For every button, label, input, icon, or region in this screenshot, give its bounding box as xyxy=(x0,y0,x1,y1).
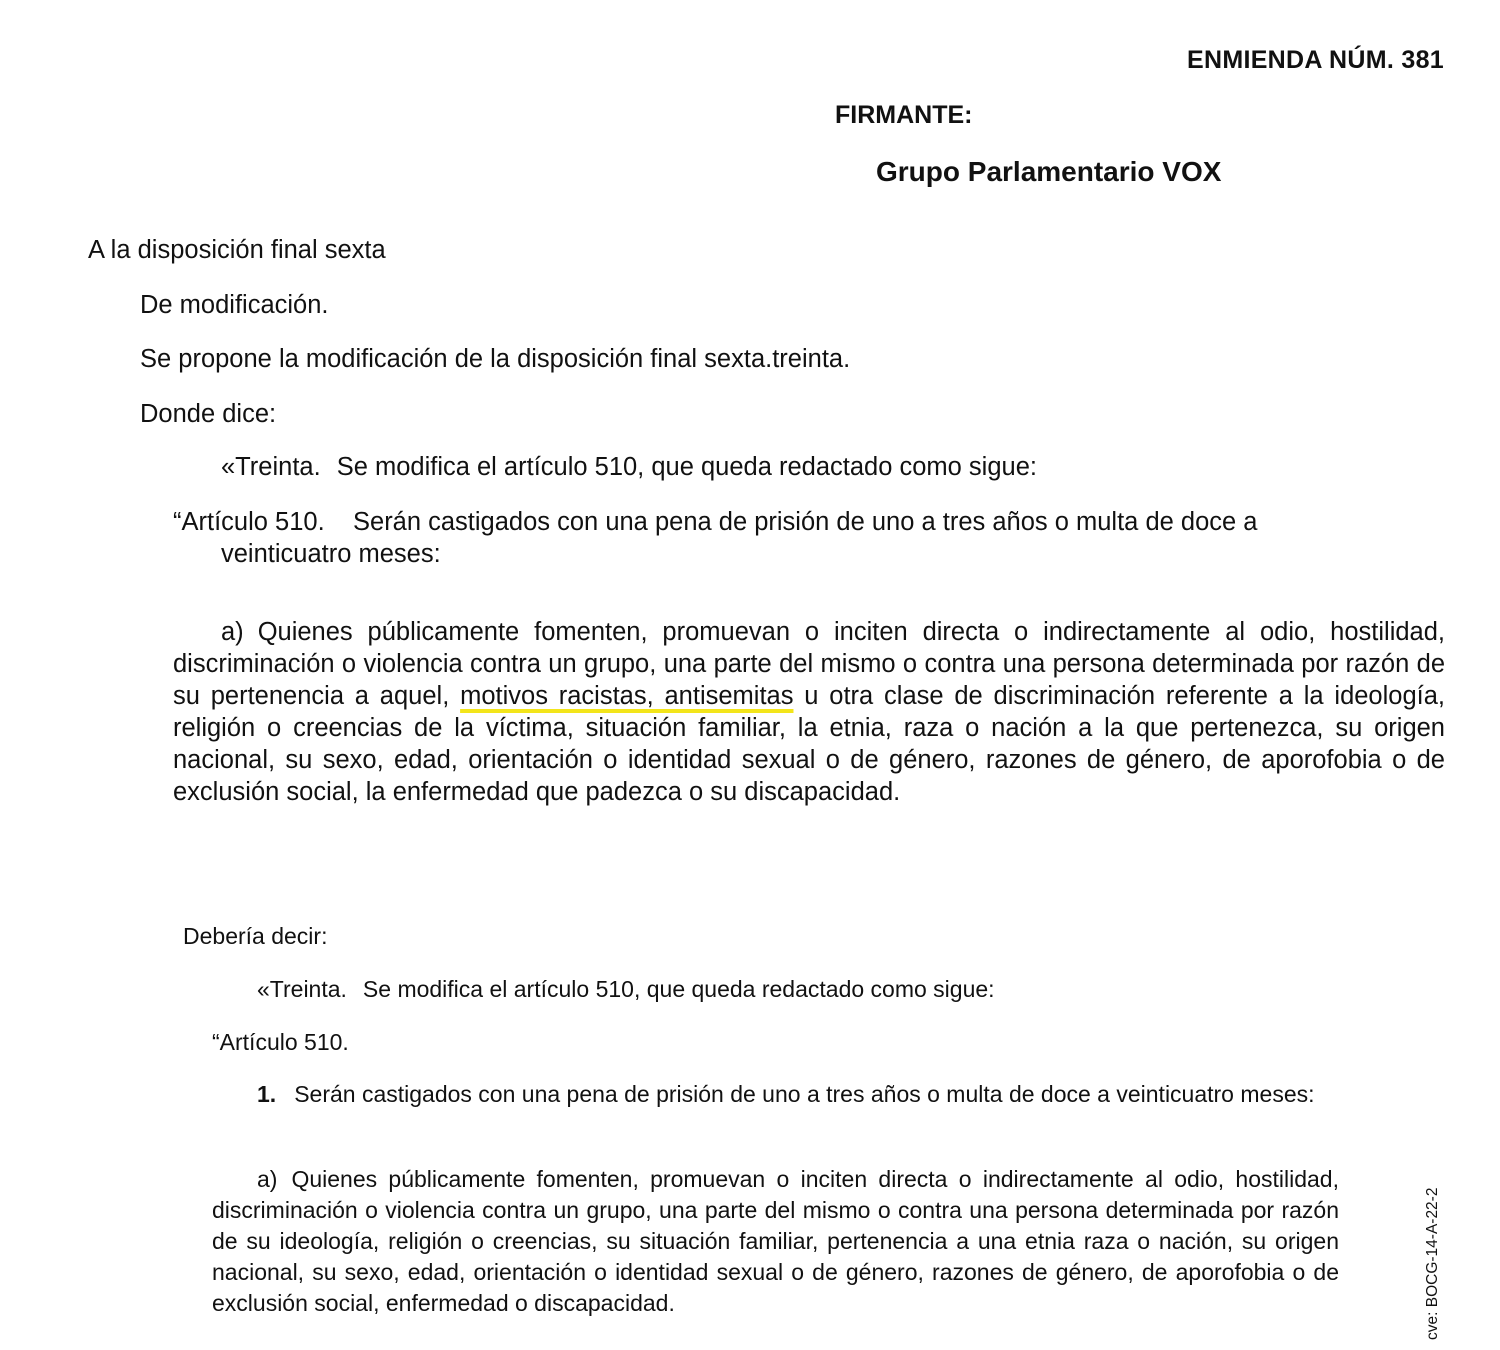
highlighted-phrase: motivos racistas, antisemitas xyxy=(460,682,794,710)
proposal-text: Se propone la modificación de la disposición final sexta.treinta. xyxy=(140,345,851,373)
proposed-text-heading: Debería decir: xyxy=(183,923,328,949)
proposed-paragraph-a xyxy=(212,1164,1339,1319)
proposed-point-1 xyxy=(212,1079,1339,1110)
current-para-a-before: Quienes públicamente fomenten, promuevan o inciten directa o indirectamente al odio, hostilidad, discriminación o violencia contra un grupo, una parte del mismo o contra una persona determinada por razón de su pertenencia a aquel, xyxy=(173,618,1445,710)
current-paragraph-a xyxy=(173,616,1445,808)
current-article-intro xyxy=(173,506,1445,570)
point-1-number: 1. xyxy=(257,1081,277,1107)
current-treinta-label: «Treinta. xyxy=(221,453,321,481)
current-para-a-after: u otra clase de discriminación referente a la ideología, religión o creencias de la víctima, situación familiar, la etnia, raza o nación a la que pertenezca, su origen nacional, su sexo, edad, orientación o identidad sexual o de género, razones de género, de aporofobia o de exclusión social, la enfermedad que padezca o su discapacidad. xyxy=(173,682,1445,806)
amendment-number: ENMIENDA NÚM. 381 xyxy=(1187,46,1444,74)
proposed-para-a-label: a) xyxy=(257,1166,278,1192)
proposed-treinta-label: «Treinta. xyxy=(257,976,347,1002)
proposed-treinta-text: Se modifica el artículo 510, que queda redactado como sigue: xyxy=(362,976,995,1002)
proposed-treinta-line xyxy=(257,974,995,1005)
current-article-intro-line1: Serán castigados con una pena de prisión de uno a tres años o multa de doce a xyxy=(353,508,1258,536)
cve-code: cve: BOCG-14-A-22-2 xyxy=(1424,1187,1441,1340)
modification-type: De modificación. xyxy=(140,291,329,319)
signer-name: Grupo Parlamentario VOX xyxy=(876,156,1222,187)
current-treinta-text: Se modifica el artículo 510, que queda redactado como sigue: xyxy=(336,453,1037,481)
current-para-a-label: a) xyxy=(221,618,244,646)
current-treinta-line xyxy=(221,451,1037,483)
amendment-target: A la disposición final sexta xyxy=(88,236,386,264)
point-1-text: Serán castigados con una pena de prisión de uno a tres años o multa de doce a veinticuatro meses: xyxy=(294,1081,1315,1107)
signer-label: FIRMANTE: xyxy=(835,101,973,129)
proposed-para-a-text: Quienes públicamente fomenten, promuevan o inciten directa o indirectamente al odio, hostilidad, discriminación o violencia contra un grupo, una parte del mismo o contra una persona determinada por razón de su ideología, religión o creencias, su situación familiar, pertenencia a una etnia raza o nación, su origen nacional, su sexo, edad, orientación o identidad sexual o de género, razones de género, de aporofobia o de exclusión social, enfermedad o discapacidad. xyxy=(212,1166,1339,1316)
current-article-intro-line2: veinticuatro meses: xyxy=(221,540,441,568)
current-text-heading: Donde dice: xyxy=(140,400,277,428)
proposed-article-label: “Artículo 510. xyxy=(212,1029,349,1055)
current-article-label: “Artículo 510. xyxy=(173,508,325,536)
